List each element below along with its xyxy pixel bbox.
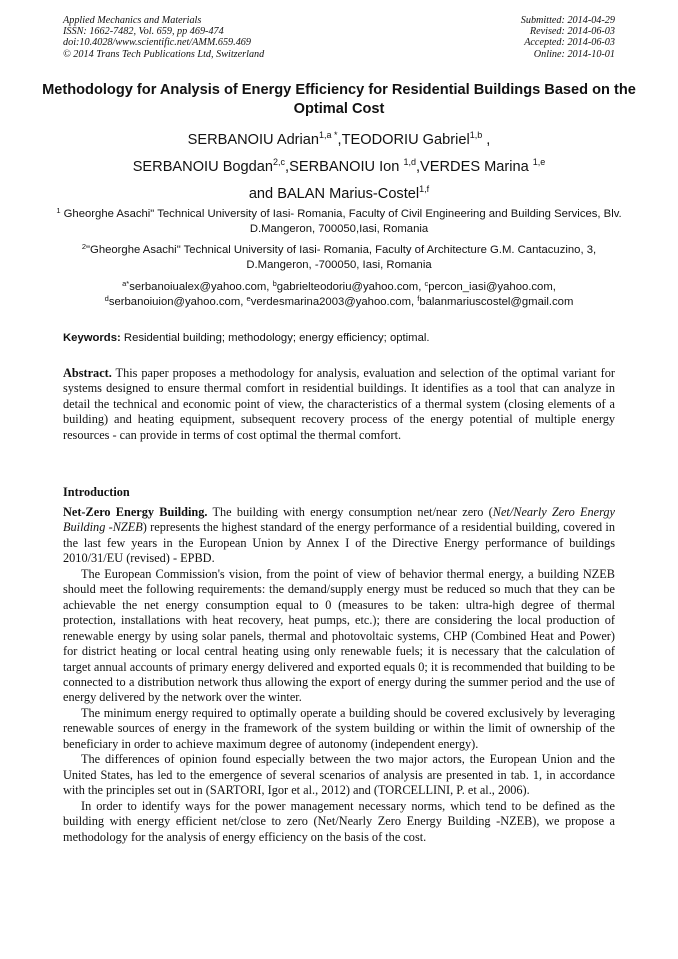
email-line-1 bbox=[30, 280, 648, 295]
email-mark: c bbox=[424, 279, 429, 288]
email-address: serbanoiuion@yahoo.com, bbox=[108, 296, 247, 308]
submitted-date: Submitted: 2014-04-29 bbox=[520, 15, 615, 26]
author-line-3 bbox=[40, 181, 638, 208]
email-mark: b bbox=[272, 279, 277, 288]
email-mark: a* bbox=[122, 279, 130, 288]
paragraph: In order to identify ways for the power management necessary norms, which tend to be defined as the building with energy efficient net/close to zero (Net/Nearly Zero Energy Building -NZEB), we propose a methodology for the analysis of energy efficiency on the basis of the cost. bbox=[63, 798, 615, 844]
accepted-date: Accepted: 2014-06-03 bbox=[524, 37, 615, 49]
paragraph-text: The building with energy consumption net/near zero ( bbox=[207, 505, 493, 519]
abstract-text: This paper proposes a methodology for analysis, evaluation and selection of the optimal variant for systems designed to ensure thermal comfort in residential buildings. It identifies as a tool that can analyze in detail the technical and economic point of view, the characteristics of a thermal system (closing elements of a building) and heating equipment, subsequent recovery process of the energy potential of multiple energy resources - can provide in terms of cost optimal the thermal comfort. bbox=[63, 366, 615, 442]
author-list bbox=[40, 127, 638, 208]
affiliation-mark: 2 bbox=[81, 242, 87, 251]
journal-info bbox=[63, 15, 264, 60]
author-affiliation-mark: 1,f bbox=[419, 184, 430, 194]
journal-copyright: © 2014 Trans Tech Publications Ltd, Switzerland bbox=[63, 48, 265, 60]
author-name: SERBANOIU Bogdan bbox=[132, 159, 274, 175]
online-date: Online: 2014-10-01 bbox=[533, 48, 615, 60]
section-heading-introduction: Introduction bbox=[63, 485, 130, 499]
email-address: gabrielteodoriu@yahoo.com, bbox=[276, 281, 425, 293]
email-address: balanmariuscostel@gmail.com bbox=[419, 296, 574, 308]
email-line-2 bbox=[30, 295, 648, 310]
author-name: and BALAN Marius-Costel bbox=[248, 186, 420, 202]
author-affiliation-mark: 2,c bbox=[273, 157, 286, 167]
affiliation-mark: 1 bbox=[56, 206, 61, 215]
affiliation-1 bbox=[50, 207, 628, 237]
paragraph: The European Commission's vision, from the point of view of behavior thermal energy, a building NZEB should meet the following requirements: the demand/supply energy must be reduced so much that they can be achievable the net energy consumption equal to 0 (measures to be taken: ultra-high degree of thermal protection, installations with heat recovery, heat pumps, etc.); there are considering the local production of renewable energy by using solar panels, thermal and photovoltaic systems, CHP (Combined Heat and Power) for district heating or local central heating using only renewable fuels; it is necessary that the calculation of target annual accounts of primary energy delivered and exported equals 0; it is recommended that building to be connected to a distribution network thus allowing the export of energy during the summer period and the use of energy delivered by the network over the winter. bbox=[63, 566, 615, 705]
paragraph: The differences of opinion found especially between the two major actors, the European Union and the United States, has led to the emergence of several scenarios of analysis are presented in tab. 1, in accordance with the principles set out in (SARTORI, Igor et al., 2012) and (TORCELLINI, P. et al., 2006). bbox=[63, 752, 615, 798]
author-affiliation-mark: 1,d bbox=[403, 157, 416, 167]
abstract bbox=[63, 366, 615, 443]
author-name: SERBANOIU Adrian bbox=[187, 132, 320, 148]
paragraph-emphasis: Net/Nearly Zero Energy Building -NZEB bbox=[63, 505, 616, 535]
email-address: serbanoiualex@yahoo.com, bbox=[129, 281, 273, 293]
author-separator: , bbox=[482, 132, 491, 148]
author-affiliation-mark: 1,b bbox=[469, 130, 483, 140]
affiliation-2 bbox=[50, 243, 628, 273]
submission-dates bbox=[521, 15, 615, 60]
affiliation-text: "Gheorghe Asachi" Technical University of Iasi- Romania, Faculty of Architecture G.M. Cantacuzino, 3, D.Mangeron, -700050, Iasi, Romania bbox=[86, 244, 597, 271]
introduction-body bbox=[63, 505, 615, 845]
email-mark: e bbox=[246, 294, 251, 303]
paragraph bbox=[63, 505, 615, 567]
journal-issn: ISSN: 1662-7482, Vol. 659, pp 469-474 bbox=[63, 26, 224, 38]
paper-title: Methodology for Analysis of Energy Efficiency for Residential Buildings Based on the Optimal Cost bbox=[42, 82, 636, 117]
affiliation-text: Gheorghe Asachi" Technical University of Iasi- Romania, Faculty of Civil Engineering and Building Services, Blv. D.Mangeron, 700050,Iasi, Romania bbox=[60, 208, 622, 235]
author-line-1 bbox=[40, 127, 638, 154]
revised-date: Revised: 2014-06-03 bbox=[529, 26, 615, 38]
journal-doi: doi:10.4028/www.scientific.net/AMM.659.469 bbox=[63, 37, 251, 49]
email-address: percon_iasi@yahoo.com, bbox=[428, 281, 556, 293]
author-line-2 bbox=[40, 154, 638, 181]
journal-name: Applied Mechanics and Materials bbox=[63, 15, 202, 26]
author-affiliation-mark: 1,e bbox=[532, 157, 546, 167]
keywords-label: Keywords: bbox=[63, 332, 121, 344]
email-mark: d bbox=[104, 294, 109, 303]
author-name: ,SERBANOIU Ion bbox=[285, 159, 404, 175]
keywords-text: Residential building; methodology; energy efficiency; optimal. bbox=[120, 332, 430, 344]
paragraph: The minimum energy required to optimally operate a building should be covered exclusively by leveraging renewable sources of energy in the framework of the system building or within the limit of ownership of the beneficiary in order to achieve maximum degree of autonomy (independent energy). bbox=[63, 705, 615, 751]
email-mark: f bbox=[417, 294, 420, 303]
author-affiliation-mark: 1,a * bbox=[319, 130, 338, 140]
author-emails bbox=[30, 280, 648, 310]
author-name: ,VERDES Marina bbox=[415, 159, 533, 175]
paragraph-lead: Net-Zero Energy Building. bbox=[63, 505, 208, 519]
keywords bbox=[63, 331, 615, 345]
abstract-label: Abstract. bbox=[63, 366, 112, 380]
author-name: ,TEODORIU Gabriel bbox=[337, 132, 470, 148]
paragraph-text: ) represents the highest standard of the energy performance of a residential building, covered in the last few years in the European Union by Annex I of the Directive Energy performance of buildings 2010/31/EU (revised) - EPBD. bbox=[63, 520, 615, 566]
email-address: verdesmarina2003@yahoo.com, bbox=[250, 296, 418, 308]
